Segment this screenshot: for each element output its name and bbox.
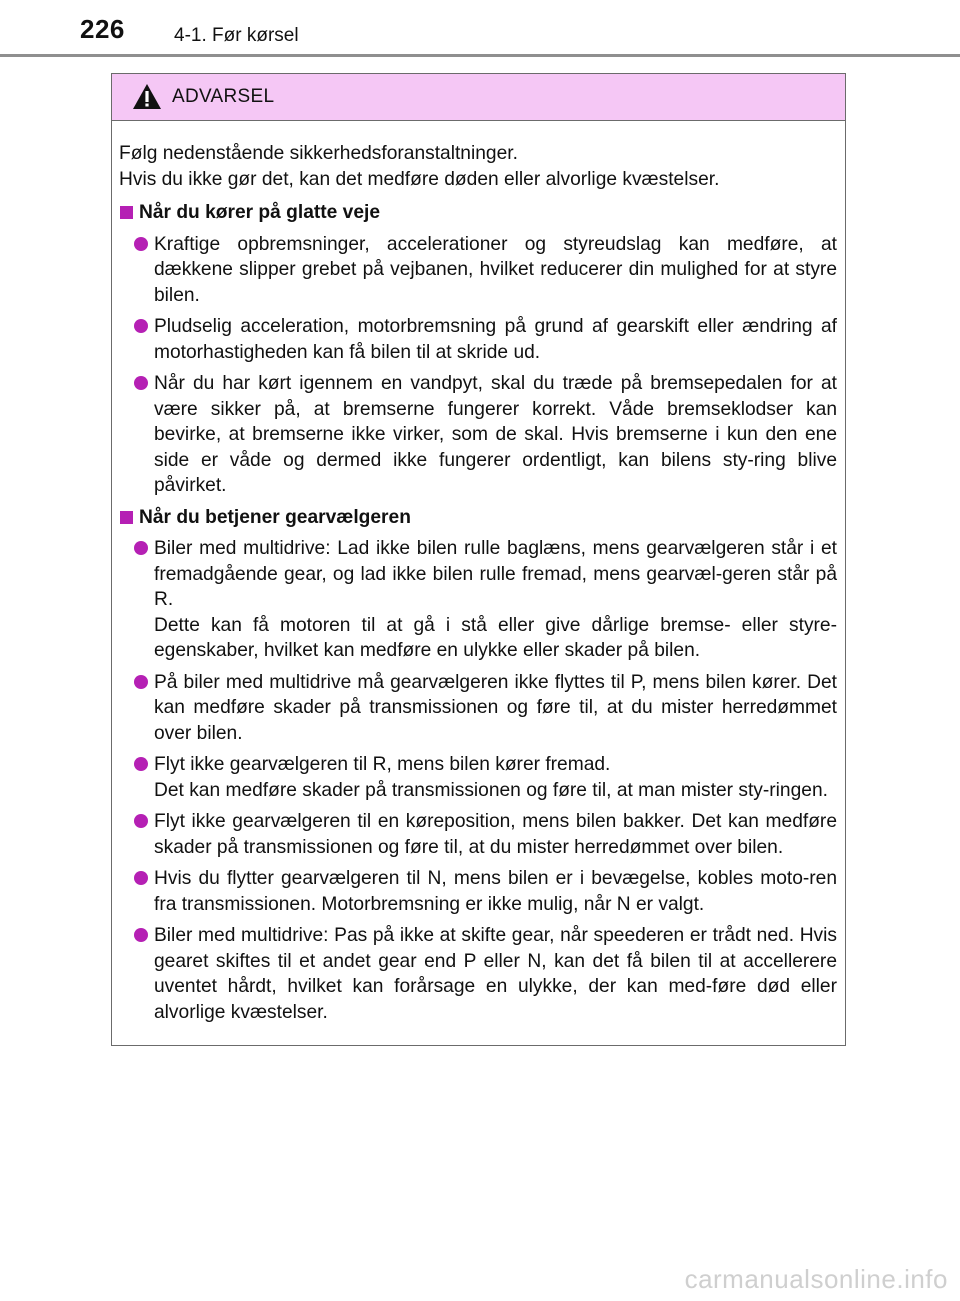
- section-title: 4-1. Før kørsel: [174, 25, 299, 46]
- warning-body: [112, 121, 845, 1025]
- section-heading-text: Når du kører på glatte veje: [139, 202, 380, 223]
- warning-header: [112, 74, 845, 121]
- square-bullet-icon: [120, 511, 133, 524]
- round-bullet-icon: [134, 757, 148, 771]
- square-bullet-icon: [120, 206, 133, 219]
- list-item-paragraph: Dette kan få motoren til at gå i stå eller give dårlige bremse- eller styre-egenskaber, hvilket kan medføre en ulykke eller skader på bilen.: [154, 614, 837, 661]
- warning-triangle-icon: [132, 83, 162, 110]
- round-bullet-icon: [134, 319, 148, 333]
- page-number: 226: [80, 14, 125, 44]
- section-heading-text: Når du betjener gearvælgeren: [139, 506, 411, 528]
- list-item: [134, 314, 837, 365]
- list-item: [134, 232, 837, 309]
- list-item: [134, 809, 837, 860]
- round-bullet-icon: [134, 376, 148, 390]
- list-item-paragraph: Hvis du flytter gearvælgeren til N, mens bilen er i bevægelse, kobles moto-ren fra transmissionen. Motorbremsning er ikke mulig, når N er valgt.: [154, 868, 837, 915]
- list-item-paragraph: Biler med multidrive: Lad ikke bilen rulle baglæns, mens gearvælgeren står i et fremadgående gear, og lad ikke bilen rulle fremad, mens gearvæl-geren står på R.: [154, 538, 837, 610]
- round-bullet-icon: [134, 675, 148, 689]
- warning-box: [111, 73, 846, 1046]
- round-bullet-icon: [134, 814, 148, 828]
- warning-icon-bar: [145, 91, 148, 102]
- warning-intro: [119, 141, 837, 192]
- list-item: [134, 371, 837, 499]
- page-header: [0, 0, 960, 56]
- section-heading: [119, 505, 837, 531]
- list-item-text: [154, 314, 837, 365]
- list-item-paragraph: Det kan medføre skader på transmissionen og føre til, at man mister sty-ringen.: [154, 779, 828, 801]
- list-item-text: [154, 371, 837, 499]
- list-item: [134, 536, 837, 664]
- round-bullet-icon: [134, 871, 148, 885]
- list-item: [134, 752, 837, 803]
- list-item-text: [154, 536, 837, 664]
- header-rule: [0, 54, 960, 57]
- section-heading: [119, 200, 837, 226]
- list-item-text: [154, 232, 837, 309]
- intro-line: Hvis du ikke gør det, kan det medføre døden eller alvorlige kvæstelser.: [119, 168, 720, 190]
- list-item-text: [154, 866, 837, 917]
- list-item-paragraph: Biler med multidrive: Pas på ikke at skifte gear, når speederen er trådt ned. Hvis gearet skiftes til et andet gear end P eller N, kan det få bilen til at accellerere uventet hårdt, hvilket kan forårsage en ulykke, der kan med-føre død eller alvorlige kvæstelser.: [154, 925, 837, 1023]
- list-item-text: [154, 670, 837, 747]
- list-item-text: [154, 809, 837, 860]
- list-item: [134, 670, 837, 747]
- list-item-text: [154, 752, 837, 803]
- round-bullet-icon: [134, 928, 148, 942]
- list-item-paragraph: Flyt ikke gearvælgeren til en køreposition, mens bilen bakker. Det kan medføre skader på transmissionen og føre til, at du mister herredømmet over bilen.: [154, 811, 837, 858]
- list-item-paragraph: På biler med multidrive må gearvælgeren ikke flyttes til P, mens bilen kører. Det kan medføre skader på transmissionen og føre til, at du mister herredømmet over bilen.: [154, 671, 837, 744]
- list-item: [134, 923, 837, 1025]
- list-item-text: [154, 923, 837, 1025]
- warning-icon-dot: [145, 104, 148, 107]
- list-item-paragraph: Kraftige opbremsninger, accelerationer og styreudslag kan medføre, at dækkene slipper grebet på vejbanen, hvilket reducerer din mulighed for at styre bilen.: [154, 233, 837, 306]
- warning-title: ADVARSEL: [172, 86, 275, 107]
- list-item-paragraph: Pludselig acceleration, motorbremsning på grund af gearskift eller ændring af motorhastigheden kan få bilen til at skride ud.: [154, 316, 837, 363]
- list-item-paragraph: Når du har kørt igennem en vandpyt, skal du træde på bremsepedalen for at være sikker på, at bremserne fungerer korrekt. Våde bremseklodser kan bevirke, at bremserne ikke virker, som de skal. Hvis bremserne i kun den ene side er våde og dermed ikke fungerer ordentligt, kan bilens sty-ring blive påvirket.: [154, 373, 837, 496]
- list-item: [134, 866, 837, 917]
- intro-line: Følg nedenstående sikkerhedsforanstaltninger.: [119, 143, 518, 164]
- round-bullet-icon: [134, 237, 148, 251]
- watermark: carmanualsonline.info: [684, 1264, 948, 1294]
- round-bullet-icon: [134, 541, 148, 555]
- list-item-paragraph: Flyt ikke gearvælgeren til R, mens bilen kører fremad.: [154, 754, 611, 775]
